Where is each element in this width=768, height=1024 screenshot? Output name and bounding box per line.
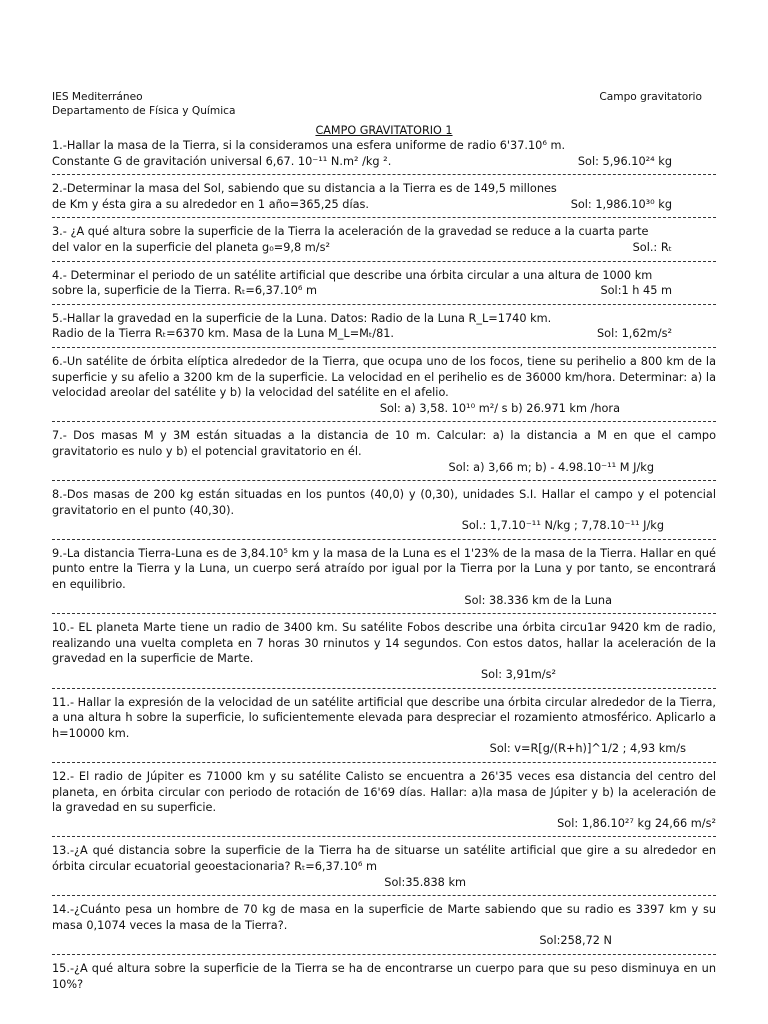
problem-7 <box>52 428 716 475</box>
document-header <box>52 90 716 122</box>
problem-10-solution: Sol: 3,91m/s² <box>481 668 556 682</box>
problem-6-text: 6.-Un satélite de órbita elíptica alrededor de la Tierra, que ocupa uno de los focos, tiene su perihelio a 800 km de la superficie y su afelio a 3200 km de la superficie. La velocidad en el perihelio es de 36000 km/hora. Determinar: a) la velocidad areolar del satélite y b) la velocidad del satélite en el afelio. <box>52 354 716 400</box>
problem-3-text2: del valor en la superficie del planeta g₀=9,8 m/s² <box>52 240 330 254</box>
problem-7-text: 7.- Dos masas M y 3M están situadas a la distancia de 10 m. Calcular: a) la distancia a M en que el campo gravitatorio es nulo y b) el potencial gravitatorio en él. <box>52 429 716 458</box>
problem-12-text: 12.- El radio de Júpiter es 71000 km y su satélite Calisto se encuentra a 26'35 veces esa distancia del centro del planeta, en órbita circular con periodo de rotación de 16'69 días. Hallar: a)la masa de Júpiter y b) la aceleración de la gravedad en su superficie. <box>52 770 716 815</box>
problem-11-solution: Sol: v=R[g/(R+h)]^1/2 ; 4,93 km/s <box>489 742 686 756</box>
department-name: Departamento de Física y Química <box>52 105 236 117</box>
worksheet-page <box>52 90 716 992</box>
separator <box>52 890 716 902</box>
problem-2-text: 2.-Determinar la masa del Sol, sabiendo que su distancia a la Tierra es de 149,5 millones <box>52 182 557 196</box>
problem-14-text: 14.-¿Cuánto pesa un hombre de 70 kg de masa en la superficie de Marte sabiendo que su radio es 3397 km y su masa 0,1074 veces la masa de la Tierra?. <box>52 903 716 932</box>
separator <box>52 169 716 181</box>
problem-2-text2: de Km y ésta gira a su alrededor en 1 año=365,25 días. <box>52 197 370 211</box>
problem-4-text2: sobre la, superficie de la Tierra. Rₜ=6,37.10⁶ m <box>52 284 318 298</box>
separator <box>52 683 716 695</box>
topic-label: Campo gravitatorio <box>599 91 702 103</box>
problem-4-text: 4.- Determinar el periodo de un satélite artificial que describe una órbita circular a una altura de 1000 km <box>52 268 653 282</box>
problem-3-text: 3.- ¿A qué altura sobre la superficie de la Tierra la aceleración de la gravedad se reduce a la cuarta parte <box>52 225 649 239</box>
separator <box>52 608 716 620</box>
problem-5-text: 5.-Hallar la gravedad en la superficie de la Luna. Datos: Radio de la Luna R_L=1740 km. <box>52 311 552 325</box>
problem-13 <box>52 843 716 890</box>
problem-15 <box>52 961 716 992</box>
problem-2 <box>52 181 716 212</box>
problem-10-text: 10.- EL planeta Marte tiene un radio de 3400 km. Su satélite Fobos describe una órbita circu1ar 9420 km de radio, realizando una vuelta completa en 7 horas 30 rninutos y 14 segundos. Con estos datos, hallar la aceleración de la gravedad en la superficie de Marte. <box>52 621 716 666</box>
problem-3-solution: Sol.: Rₜ <box>632 240 672 254</box>
problem-9-solution: Sol: 38.336 km de la Luna <box>464 593 612 607</box>
problem-5-text2: Radio de la Tierra Rₜ=6370 km. Masa de la Luna M_L=Mₜ/81. <box>52 327 395 341</box>
problem-12-solution: Sol: 1,86.10²⁷ kg 24,66 m/s² <box>557 816 716 830</box>
problem-14 <box>52 902 716 949</box>
problem-9-text: 9.-La distancia Tierra-Luna es de 3,84.10⁵ km y la masa de la Luna es el 1'23% de la masa de la Tierra. Hallar en qué punto entre la Tierra y la Luna, un cuerpo será atraído por igual por la Tierra por la Luna y por tanto, se encontrará en equilibrio. <box>52 546 716 592</box>
problem-3 <box>52 224 716 255</box>
problem-2-solution: Sol: 1,986.10³⁰ kg <box>570 197 672 211</box>
separator <box>52 212 716 224</box>
separator <box>52 342 716 354</box>
problem-8-text: 8.-Dos masas de 200 kg están situadas en los puntos (40,0) y (0,30), unidades S.I. Hallar el campo y el potencial gravitatorio en el punto (40,30). <box>52 488 716 517</box>
problem-11-text: 11.- Hallar la expresión de la velocidad de un satélite artificial que describe una órbita circular alrededor de la Tierra, a una altura h sobre la superficie, lo suficientemente elevada para despreciar el rozamiento atmosférico. Aplicarlo a h=10000 km. <box>52 695 716 740</box>
separator <box>52 949 716 961</box>
problem-8 <box>52 487 716 534</box>
problem-5 <box>52 311 716 342</box>
problem-1-solution: Sol: 5,96.10²⁴ kg <box>577 154 672 168</box>
problem-1 <box>52 138 716 169</box>
school-name: IES Mediterráneo <box>52 91 143 103</box>
problem-9 <box>52 546 716 608</box>
separator <box>52 256 716 268</box>
problem-1-text2: Constante G de gravitación universal 6,67. 10⁻¹¹ N.m² /kg ². <box>52 154 392 168</box>
problem-14-solution: Sol:258,72 N <box>539 934 612 948</box>
separator <box>52 416 716 428</box>
problem-8-solution: Sol.: 1,7.10⁻¹¹ N/kg ; 7,78.10⁻¹¹ J/kg <box>461 519 664 533</box>
problem-5-solution: Sol: 1,62m/s² <box>597 327 672 341</box>
problem-6 <box>52 354 716 416</box>
separator <box>52 299 716 311</box>
problem-13-text: 13.-¿A qué distancia sobre la superficie de la Tierra ha de situarse un satélite artificial que gire a su alrededor en órbita circular ecuatorial geoestacionaria? Rₜ=6,37.10⁶ m <box>52 844 716 873</box>
worksheet-title: CAMPO GRAVITATORIO 1 <box>315 124 453 137</box>
problem-7-solution: Sol: a) 3,66 m; b) - 4.98.10⁻¹¹ M J/kg <box>448 460 654 474</box>
separator <box>52 831 716 843</box>
problem-1-text: 1.-Hallar la masa de la Tierra, si la consideramos una esfera uniforme de radio 6'37.10⁶ m. <box>52 139 566 152</box>
problem-13-solution: Sol:35.838 km <box>384 875 466 889</box>
problem-6-solution: Sol: a) 3,58. 10¹⁰ m²/ s b) 26.971 km /hora <box>379 401 620 415</box>
problem-15-text: 15.-¿A qué altura sobre la superficie de la Tierra se ha de encontrarse un cuerpo para que su peso disminuya en un 10%? <box>52 961 716 991</box>
problem-4 <box>52 268 716 299</box>
separator <box>52 757 716 769</box>
separator <box>52 475 716 487</box>
separator <box>52 534 716 546</box>
problem-10 <box>52 620 716 682</box>
problem-4-solution: Sol:1 h 45 m <box>600 284 672 298</box>
problem-11 <box>52 695 716 757</box>
problem-12 <box>52 769 716 831</box>
